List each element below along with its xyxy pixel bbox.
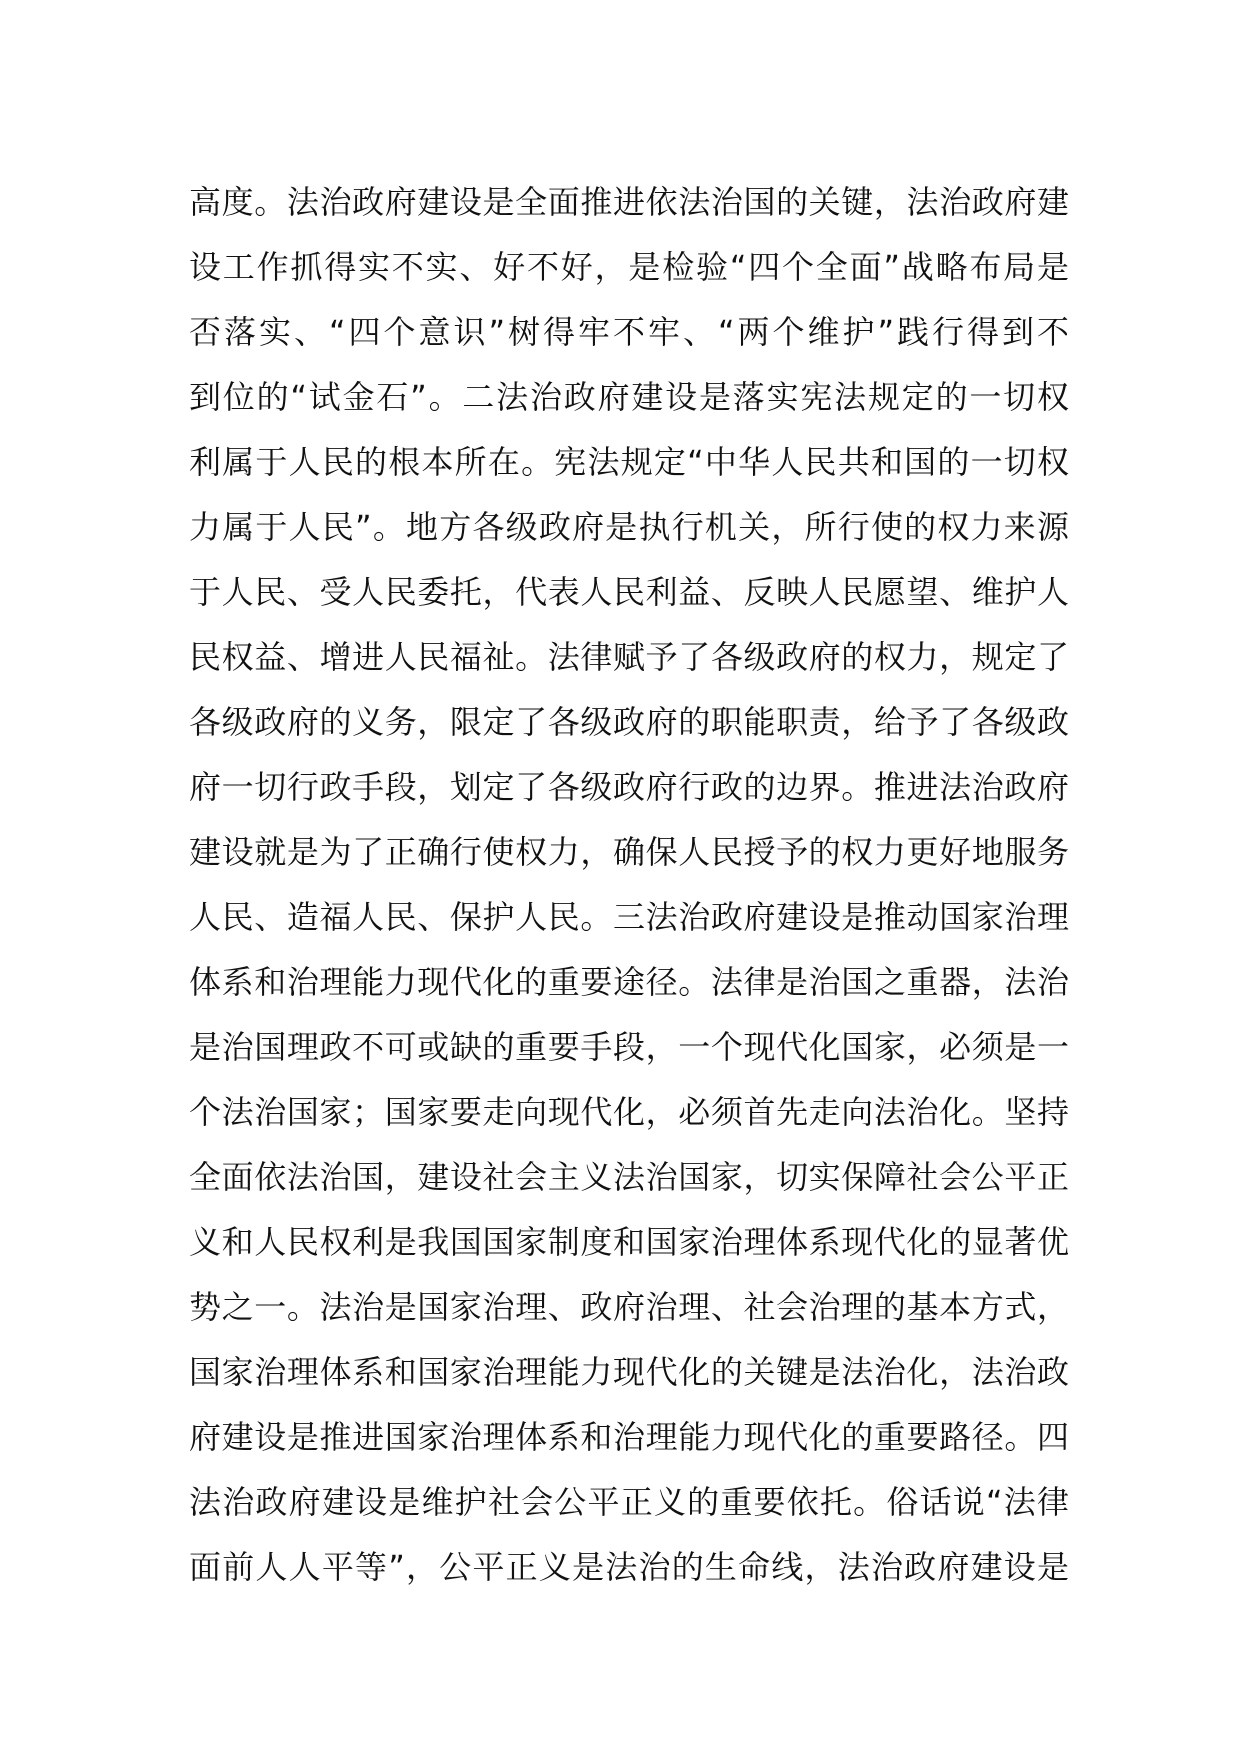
text-line: 法治政府建设是维护社会公平正义的重要依托。俗话说“法律 [189, 1483, 1069, 1521]
text-line: 各级政府的义务，限定了各级政府的职能职责，给予了各级政 [189, 703, 1069, 741]
text-line: 府建设是推进国家治理体系和治理能力现代化的重要路径。四 [189, 1418, 1069, 1456]
text-line: 设工作抓得实不实、好不好，是检验“四个全面”战略布局是 [189, 248, 1069, 286]
text-line: 力属于人民”。地方各级政府是执行机关，所行使的权力来源 [189, 508, 1069, 546]
text-line: 体系和治理能力现代化的重要途径。法律是治国之重器，法治 [189, 963, 1069, 1001]
text-line: 人民、造福人民、保护人民。三法治政府建设是推动国家治理 [189, 898, 1069, 936]
text-line: 民权益、增进人民福祉。法律赋予了各级政府的权力，规定了 [189, 638, 1069, 676]
text-line: 全面依法治国，建设社会主义法治国家，切实保障社会公平正 [189, 1158, 1069, 1196]
text-line: 势之一。法治是国家治理、政府治理、社会治理的基本方式， [189, 1288, 1069, 1326]
text-line: 府一切行政手段，划定了各级政府行政的边界。推进法治政府 [189, 768, 1069, 806]
text-line: 义和人民权利是我国国家制度和国家治理体系现代化的显著优 [189, 1223, 1069, 1261]
text-line: 是治国理政不可或缺的重要手段，一个现代化国家，必须是一 [189, 1028, 1069, 1066]
text-line: 于人民、受人民委托，代表人民利益、反映人民愿望、维护人 [189, 573, 1069, 611]
text-line: 国家治理体系和国家治理能力现代化的关键是法治化，法治政 [189, 1353, 1069, 1391]
text-line: 高度。法治政府建设是全面推进依法治国的关键，法治政府建 [189, 183, 1069, 221]
text-line: 否落实、“四个意识”树得牢不牢、“两个维护”践行得到不 [189, 313, 1069, 351]
text-line: 到位的“试金石”。二法治政府建设是落实宪法规定的一切权 [189, 378, 1069, 416]
text-line: 建设就是为了正确行使权力，确保人民授予的权力更好地服务 [189, 833, 1069, 871]
text-line: 面前人人平等”，公平正义是法治的生命线，法治政府建设是 [189, 1548, 1069, 1586]
body-text [189, 170, 1069, 1600]
text-line: 个法治国家；国家要走向现代化，必须首先走向法治化。坚持 [189, 1093, 1069, 1131]
text-line: 利属于人民的根本所在。宪法规定“中华人民共和国的一切权 [189, 443, 1069, 481]
